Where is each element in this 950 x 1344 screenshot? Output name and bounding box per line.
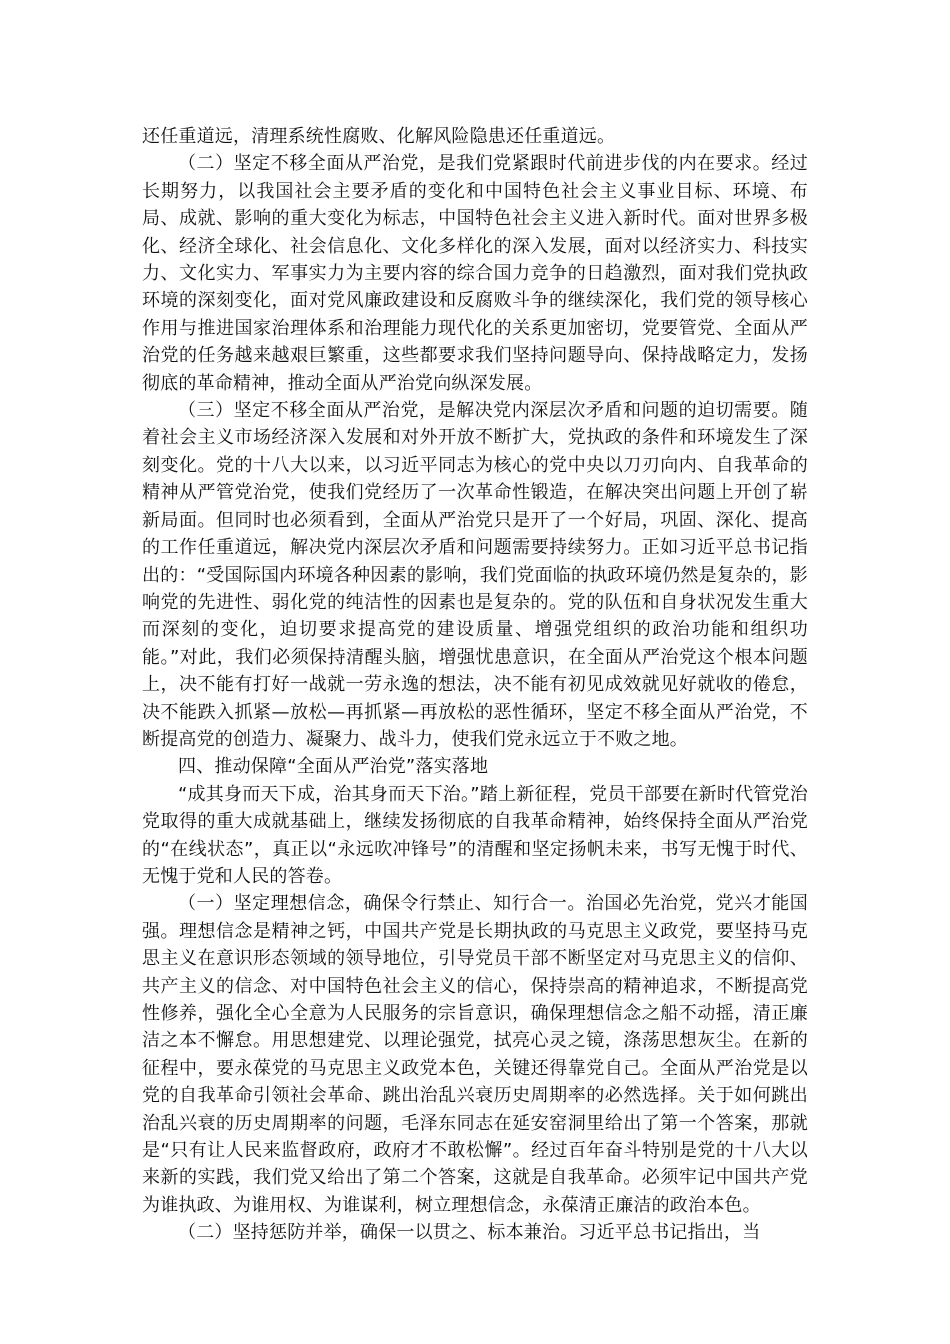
paragraph-subsection-1: （一）坚定理想信念，确保令行禁止、知行合一。治国必先治党，党兴才能国强。理想信念是精神之钙，中国共产党是长期执政的马克思主义政党，要坚持马克思主义在意识形态领域的领导地位，引导党员干部不断坚定对马克思主义的信仰、共产主义的信念、对中国特色社会主义的信心，保持崇高的精神追求，不断提高党性修养，强化全心全意为人民服务的宗旨意识，确保理想信念之船不动摇，清正廉洁之本不懈怠。用思想建党、以理论强党，拭亮心灵之镜，涤荡思想灰尘。在新的征程中，要永葆党的马克思主义政党本色，关键还得靠党自己。全面从严治党是以党的自我革命引领社会革命、跳出治乱兴衰历史周期率的必然选择。关于如何跳出治乱兴衰的历史周期率的问题，毛泽东同志在延安窑洞里给出了第一个答案，那就是“只有让人民来监督政府，政府才不敢松懈”。经过百年奋斗特别是党的十八大以来新的实践，我们党又给出了第二个答案，这就是自我革命。必须牢记中国共产党为谁执政、为谁用权、为谁谋利，树立理想信念，永葆清正廉洁的政治本色。 bbox=[142, 893, 808, 1216]
paragraph-subsection-2: （二）坚持惩防并举，确保一以贯之、标本兼治。习近平总书记指出，当 bbox=[178, 1222, 761, 1244]
document-page bbox=[142, 123, 808, 1247]
paragraph-intro-quote: “成其身而天下成，治其身而天下治。”踏上新征程，党员干部要在新时代管党治党取得的重大成就基础上，继续发扬彻底的自我革命精神，始终保持全面从严治党的“在线状态”，真正以“永远吹冲锋号”的清醒和坚定扬帆未来，书写无愧于时代、无愧于党和人民的答卷。 bbox=[142, 783, 808, 887]
paragraph-continuation: 还任重道远，清理系统性腐败、化解风险隐患还任重道远。 bbox=[142, 126, 616, 147]
paragraph-section-3: （三）坚定不移全面从严治党，是解决党内深层次矛盾和问题的迫切需要。随着社会主义市场经济深入发展和对外开放不断扩大，党执政的条件和环境发生了深刻变化。党的十八大以来，以习近平同志为核心的党中央以刀刃向内、自我革命的精神从严管党治党，使我们党经历了一次革命性锻造，在解决突出问题上开创了崭新局面。但同时也必须看到，全面从严治党只是开了一个好局，巩固、深化、提高的工作任重道远，解决党内深层次矛盾和问题需要持续努力。正如习近平总书记指出的：“受国际国内环境各种因素的影响，我们党面临的执政环境仍然是复杂的，影响党的先进性、弱化党的纯洁性的因素也是复杂的。党的队伍和自身状况发生重大而深刻的变化，迫切要求提高党的建设质量、增强党组织的政治功能和组织功能。”对此，我们必须保持清醒头脑，增强忧患意识，在全面从严治党这个根本问题上，决不能有打好一战就一劳永逸的想法，决不能有初见成效就见好就收的倦怠，决不能跌入抓紧—放松—再抓紧—再放松的恶性循环，坚定不移全面从严治党，不断提高党的创造力、凝聚力、战斗力，使我们党永远立于不败之地。 bbox=[142, 400, 808, 750]
paragraph-section-2: （二）坚定不移全面从严治党，是我们党紧跟时代前进步伐的内在要求。经过长期努力，以我国社会主要矛盾的变化和中国特色社会主义事业目标、环境、布局、成就、影响的重大变化为标志，中国特色社会主义进入新时代。面对世界多极化、经济全球化、社会信息化、文化多样化的深入发展，面对以经济实力、科技实力、文化实力、军事实力为主要内容的综合国力竞争的日趋激烈，面对我们党执政环境的深刻变化，面对党风廉政建设和反腐败斗争的继续深化，我们党的领导核心作用与推进国家治理体系和治理能力现代化的关系更加密切，党要管党、全面从严治党的任务越来越艰巨繁重，这些都要求我们坚持问题导向、保持战略定力，发扬彻底的革命精神，推动全面从严治党向纵深发展。 bbox=[142, 153, 808, 394]
section-heading-4: 四、推动保障“全面从严治党”落实落地 bbox=[178, 756, 489, 778]
